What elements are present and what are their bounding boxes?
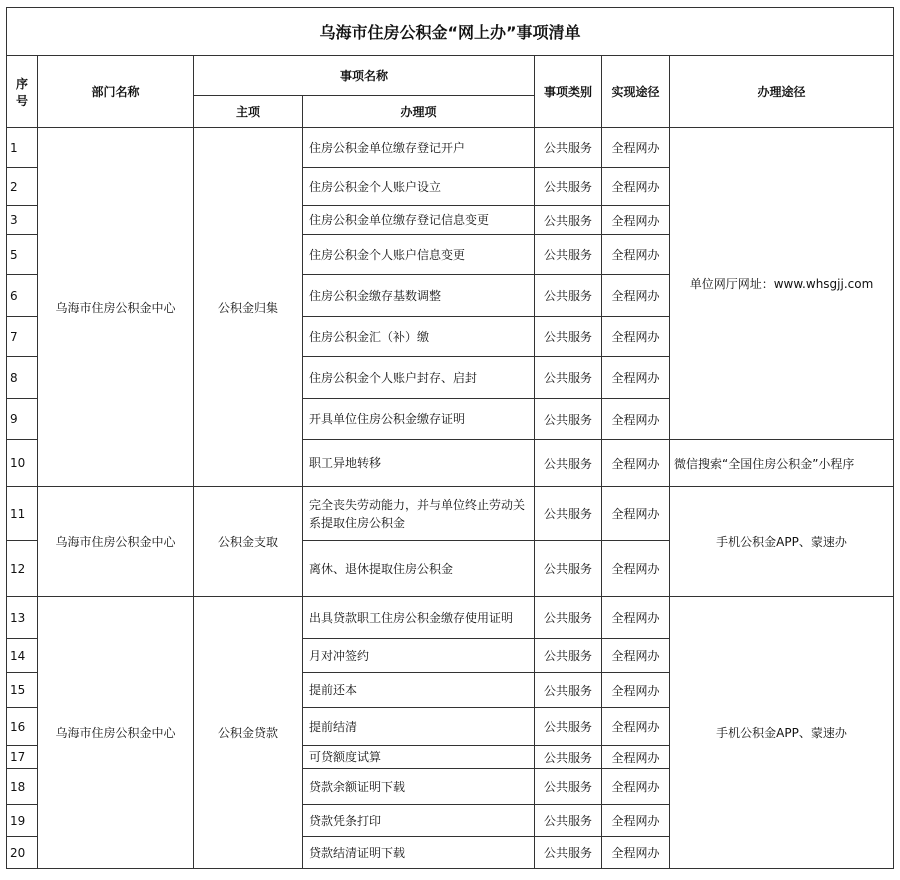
category: 公共服务 xyxy=(535,317,602,357)
row-number: 1 xyxy=(7,128,38,168)
handle-item: 完全丧失劳动能力，并与单位终止劳动关系提取住房公积金 xyxy=(303,487,535,541)
row-number: 17 xyxy=(7,746,38,769)
method: 全程网办 xyxy=(602,769,670,805)
header-main-item: 主项 xyxy=(194,96,303,128)
handle-item: 职工异地转移 xyxy=(303,440,535,487)
category: 公共服务 xyxy=(535,708,602,746)
handle-item: 住房公积金个人账户设立 xyxy=(303,168,535,206)
category: 公共服务 xyxy=(535,357,602,399)
method: 全程网办 xyxy=(602,673,670,708)
handle-item: 开具单位住房公积金缴存证明 xyxy=(303,399,535,440)
category: 公共服务 xyxy=(535,673,602,708)
category: 公共服务 xyxy=(535,597,602,639)
method: 全程网办 xyxy=(602,440,670,487)
dept-name: 乌海市住房公积金中心 xyxy=(38,487,194,597)
header-method: 实现途径 xyxy=(602,56,670,128)
method: 全程网办 xyxy=(602,399,670,440)
row-number: 19 xyxy=(7,805,38,837)
page-title: 乌海市住房公积金“网上办”事项清单 xyxy=(7,8,894,56)
method: 全程网办 xyxy=(602,317,670,357)
row-number: 11 xyxy=(7,487,38,541)
method: 全程网办 xyxy=(602,487,670,541)
method: 全程网办 xyxy=(602,805,670,837)
matter-list-table xyxy=(6,7,894,869)
table-row xyxy=(7,487,894,541)
handle-item: 住房公积金个人账户信息变更 xyxy=(303,235,535,275)
handle-item: 离休、退休提取住房公积金 xyxy=(303,541,535,597)
row-number: 9 xyxy=(7,399,38,440)
handle-item: 住房公积金单位缴存登记开户 xyxy=(303,128,535,168)
handle-item: 可贷额度试算 xyxy=(303,746,535,769)
header-seq: 序号 xyxy=(7,56,38,128)
method: 全程网办 xyxy=(602,206,670,235)
dept-name: 乌海市住房公积金中心 xyxy=(38,597,194,869)
category: 公共服务 xyxy=(535,805,602,837)
method: 全程网办 xyxy=(602,541,670,597)
method: 全程网办 xyxy=(602,746,670,769)
row-number: 14 xyxy=(7,639,38,673)
method: 全程网办 xyxy=(602,639,670,673)
table-row xyxy=(7,128,894,168)
channel-app: 手机公积金APP、蒙速办 xyxy=(670,597,894,869)
category: 公共服务 xyxy=(535,128,602,168)
row-number: 2 xyxy=(7,168,38,206)
method: 全程网办 xyxy=(602,128,670,168)
main-item: 公积金支取 xyxy=(194,487,303,597)
category: 公共服务 xyxy=(535,235,602,275)
handle-item: 出具贷款职工住房公积金缴存使用证明 xyxy=(303,597,535,639)
row-number: 18 xyxy=(7,769,38,805)
row-number: 20 xyxy=(7,837,38,869)
category: 公共服务 xyxy=(535,837,602,869)
row-number: 15 xyxy=(7,673,38,708)
header-dept: 部门名称 xyxy=(38,56,194,128)
handle-item: 贷款结清证明下载 xyxy=(303,837,535,869)
main-item: 公积金贷款 xyxy=(194,597,303,869)
category: 公共服务 xyxy=(535,275,602,317)
channel-website: 单位网厅网址：www.whsgjj.com xyxy=(670,128,894,440)
handle-item: 住房公积金个人账户封存、启封 xyxy=(303,357,535,399)
method: 全程网办 xyxy=(602,168,670,206)
header-category: 事项类别 xyxy=(535,56,602,128)
handle-item: 住房公积金单位缴存登记信息变更 xyxy=(303,206,535,235)
category: 公共服务 xyxy=(535,541,602,597)
handle-item: 提前结清 xyxy=(303,708,535,746)
method: 全程网办 xyxy=(602,837,670,869)
channel-wechat: 微信搜索“全国住房公积金”小程序 xyxy=(670,440,894,487)
header-handle-item: 办理项 xyxy=(303,96,535,128)
dept-name: 乌海市住房公积金中心 xyxy=(38,128,194,487)
category: 公共服务 xyxy=(535,639,602,673)
method: 全程网办 xyxy=(602,275,670,317)
table-row xyxy=(7,597,894,639)
row-number: 3 xyxy=(7,206,38,235)
category: 公共服务 xyxy=(535,168,602,206)
category: 公共服务 xyxy=(535,769,602,805)
handle-item: 住房公积金汇（补）缴 xyxy=(303,317,535,357)
row-number: 5 xyxy=(7,235,38,275)
row-number: 12 xyxy=(7,541,38,597)
method: 全程网办 xyxy=(602,597,670,639)
row-number: 13 xyxy=(7,597,38,639)
channel-app: 手机公积金APP、蒙速办 xyxy=(670,487,894,597)
handle-item: 提前还本 xyxy=(303,673,535,708)
row-number: 16 xyxy=(7,708,38,746)
category: 公共服务 xyxy=(535,487,602,541)
handle-item: 住房公积金缴存基数调整 xyxy=(303,275,535,317)
category: 公共服务 xyxy=(535,399,602,440)
method: 全程网办 xyxy=(602,235,670,275)
category: 公共服务 xyxy=(535,746,602,769)
main-item: 公积金归集 xyxy=(194,128,303,487)
header-item-name: 事项名称 xyxy=(194,56,535,96)
handle-item: 贷款余额证明下载 xyxy=(303,769,535,805)
row-number: 6 xyxy=(7,275,38,317)
method: 全程网办 xyxy=(602,708,670,746)
header-channel: 办理途径 xyxy=(670,56,894,128)
row-number: 8 xyxy=(7,357,38,399)
category: 公共服务 xyxy=(535,440,602,487)
row-number: 10 xyxy=(7,440,38,487)
handle-item: 月对冲签约 xyxy=(303,639,535,673)
handle-item: 贷款凭条打印 xyxy=(303,805,535,837)
category: 公共服务 xyxy=(535,206,602,235)
method: 全程网办 xyxy=(602,357,670,399)
row-number: 7 xyxy=(7,317,38,357)
